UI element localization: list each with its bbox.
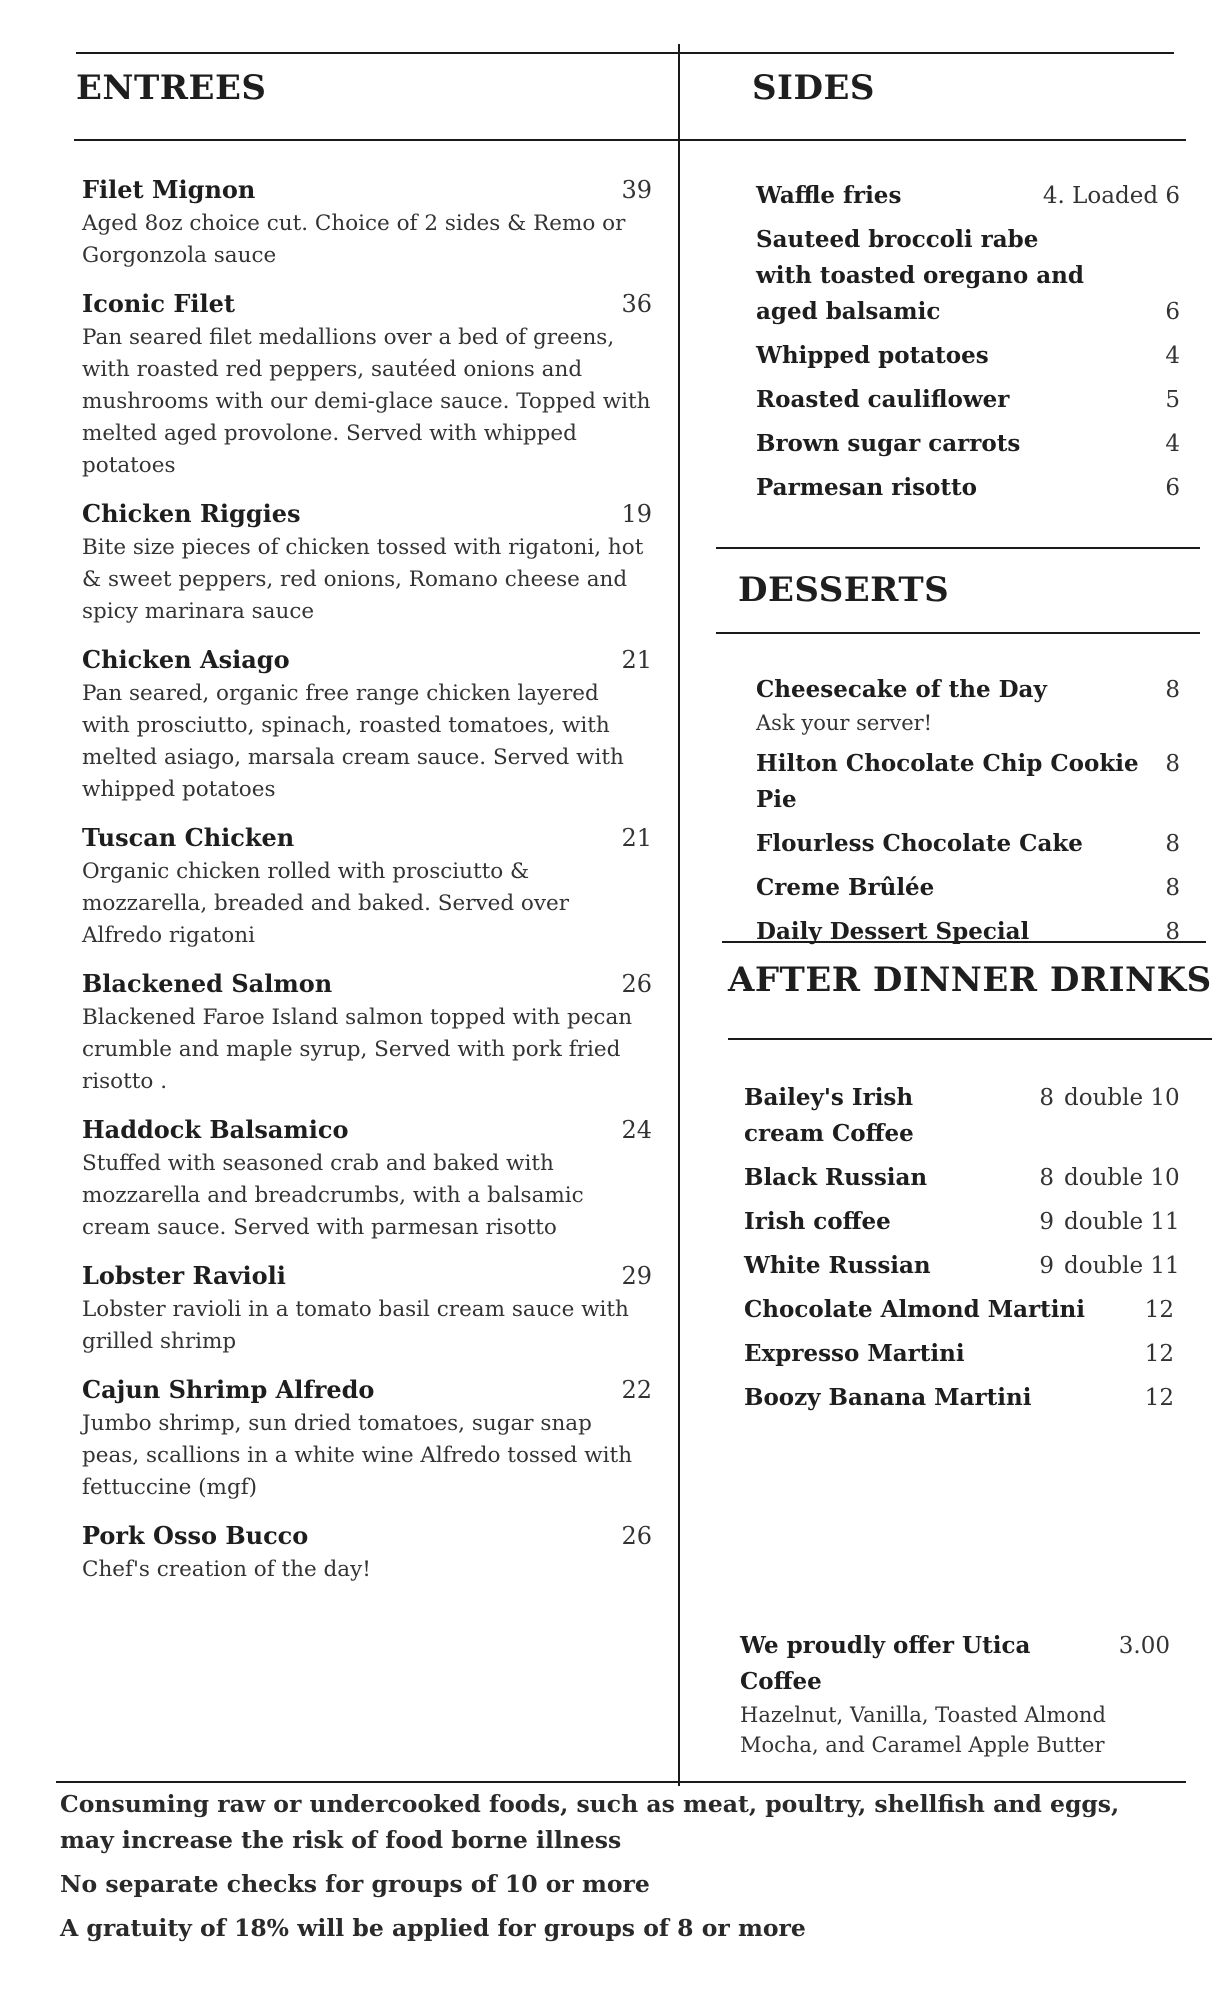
item-price: 39 [621, 176, 652, 204]
list-item [756, 672, 1180, 738]
list-item [82, 642, 652, 806]
list-item [744, 1204, 1180, 1240]
desserts-heading-rule [716, 632, 1200, 634]
list-item [744, 1336, 1174, 1372]
desserts-heading: DESSERTS [738, 570, 950, 610]
item-name: Iconic Filet [82, 289, 236, 318]
top-rule [76, 52, 1174, 54]
list-item [756, 222, 1180, 330]
item-name: Waffle fries [756, 182, 902, 209]
item-name: Hilton Chocolate Chip Cookie Pie [756, 750, 1139, 813]
footer-notes [60, 1786, 1160, 1954]
list-item [82, 1372, 652, 1504]
item-price: 8 [1039, 1165, 1054, 1191]
item-name: White Russian [744, 1252, 931, 1279]
item-name: Blackened Salmon [82, 969, 333, 998]
item-name: Daily Dessert Special [756, 918, 1030, 945]
item-name: Chicken Riggies [82, 499, 301, 528]
item-name: Expresso Martini [744, 1340, 965, 1367]
item-price: 26 [621, 1522, 652, 1550]
item-name: Whipped potatoes [756, 342, 989, 369]
list-item [82, 172, 652, 272]
list-item [82, 1518, 652, 1586]
item-price: 8 [1165, 875, 1180, 901]
footer-line: No separate checks for groups of 10 or more [60, 1870, 650, 1898]
item-price: 9 [1039, 1209, 1054, 1235]
item-double-price: double 10 [1064, 1085, 1180, 1111]
list-item [744, 1248, 1180, 1284]
item-price: 6 [1165, 299, 1180, 325]
item-name: Roasted cauliflower [756, 386, 1010, 413]
list-item [82, 1258, 652, 1358]
item-price: 4 [1165, 343, 1180, 369]
item-name: Chicken Asiago [82, 645, 290, 674]
footer-rule [56, 1781, 1186, 1783]
item-price: 29 [621, 1262, 652, 1290]
list-item [756, 178, 1180, 214]
footer-line: A gratuity of 18% will be applied for groups of 8 or more [60, 1914, 806, 1942]
list-item [756, 914, 1180, 950]
item-description: Ask your server! [756, 711, 933, 735]
coffee-price: 3.00 [1118, 1633, 1170, 1659]
coffee-name: We proudly offer Utica Coffee [740, 1632, 1031, 1695]
list-item [744, 1080, 1180, 1152]
item-price: 4. Loaded 6 [1042, 183, 1180, 209]
drinks-list [744, 1080, 1180, 1424]
item-description: Jumbo shrimp, sun dried tomatoes, sugar snap peas, scallions in a white wine Alfredo tossed with fettuccine (mgf) [82, 1411, 633, 1500]
list-item [744, 1380, 1174, 1416]
item-name: Tuscan Chicken [82, 823, 295, 852]
item-name: Cheesecake of the Day [756, 676, 1047, 703]
item-price: 4 [1165, 431, 1180, 457]
list-item [744, 1160, 1180, 1196]
list-item [744, 1292, 1174, 1328]
desserts-top-rule [716, 547, 1200, 549]
list-item [756, 338, 1180, 374]
item-double-price: double 11 [1064, 1253, 1180, 1279]
item-price: 8 [1165, 831, 1180, 857]
item-name: Parmesan risotto [756, 474, 977, 501]
item-price: 6 [1165, 475, 1180, 501]
sides-heading-rule [680, 139, 1186, 141]
item-name: Boozy Banana Martini [744, 1384, 1032, 1411]
item-price: 8 [1165, 751, 1180, 777]
list-item [82, 1112, 652, 1244]
list-item [82, 966, 652, 1098]
drinks-heading: AFTER DINNER DRINKS [728, 960, 1212, 1000]
item-price: 12 [1144, 1297, 1174, 1323]
item-description: Pan seared, organic free range chicken layered with prosciutto, spinach, roasted tomatoes, with melted asiago, marsala cream sauce. Served with whipped potatoes [82, 681, 624, 802]
item-description: Bite size pieces of chicken tossed with rigatoni, hot & sweet peppers, red onions, Romano cheese and spicy marinara sauce [82, 535, 644, 624]
coffee-note [740, 1628, 1170, 1760]
item-name: Sauteed broccoli rabe with toasted oregano and aged balsamic [756, 226, 1084, 325]
item-double-price: double 10 [1064, 1165, 1180, 1191]
item-name: Pork Osso Bucco [82, 1521, 309, 1550]
item-price: 8 [1165, 677, 1180, 703]
item-name: Chocolate Almond Martini [744, 1296, 1085, 1323]
item-price: 21 [621, 646, 652, 674]
sides-heading: SIDES [752, 68, 875, 108]
item-price: 5 [1165, 387, 1180, 413]
item-price: 12 [1144, 1341, 1174, 1367]
item-description: Blackened Faroe Island salmon topped with pecan crumble and maple syrup, Served with pork fried risotto . [82, 1005, 633, 1094]
item-price: 26 [621, 970, 652, 998]
item-price: 24 [621, 1116, 652, 1144]
item-name: Flourless Chocolate Cake [756, 830, 1083, 857]
item-price: 9 [1039, 1253, 1054, 1279]
item-name: Filet Mignon [82, 175, 256, 204]
item-description: Lobster ravioli in a tomato basil cream sauce with grilled shrimp [82, 1297, 629, 1354]
sides-list [756, 178, 1180, 514]
entrees-list [82, 172, 652, 1600]
item-name: Haddock Balsamico [82, 1115, 349, 1144]
list-item [756, 426, 1180, 462]
item-name: Bailey's Irish cream Coffee [744, 1084, 914, 1147]
item-description: Stuffed with seasoned crab and baked with mozzarella and breadcrumbs, with a balsamic cream sauce. Served with parmesan risotto [82, 1151, 584, 1240]
item-price: 22 [621, 1376, 652, 1404]
list-item [756, 826, 1180, 862]
item-price: 8 [1165, 919, 1180, 945]
list-item [756, 870, 1180, 906]
item-description: Pan seared filet medallions over a bed of greens, with roasted red peppers, sautéed onions and mushrooms with our demi-glace sauce. Topped with melted aged provolone. Served with whipped potatoes [82, 325, 651, 478]
list-item [756, 470, 1180, 506]
item-name: Cajun Shrimp Alfredo [82, 1375, 375, 1404]
item-price: 8 [1039, 1085, 1054, 1111]
list-item [82, 820, 652, 952]
coffee-flavors: Hazelnut, Vanilla, Toasted Almond Mocha, and Caramel Apple Butter [740, 1703, 1106, 1757]
list-item [82, 286, 652, 482]
item-name: Lobster Ravioli [82, 1261, 286, 1290]
item-name: Black Russian [744, 1164, 928, 1191]
item-name: Creme Brûlée [756, 874, 935, 901]
item-price: 19 [621, 500, 652, 528]
entrees-heading: ENTREES [76, 68, 267, 108]
list-item [756, 382, 1180, 418]
item-price: 36 [621, 290, 652, 318]
entrees-heading-rule [74, 139, 678, 141]
list-item [756, 746, 1180, 818]
item-price: 21 [621, 824, 652, 852]
item-name: Irish coffee [744, 1208, 891, 1235]
item-name: Brown sugar carrots [756, 430, 1021, 457]
drinks-heading-rule [728, 1038, 1212, 1040]
item-description: Organic chicken rolled with prosciutto & mozzarella, breaded and baked. Served over Alfredo rigatoni [82, 859, 570, 948]
item-double-price: double 11 [1064, 1209, 1180, 1235]
center-divider [678, 44, 680, 1786]
item-description: Aged 8oz choice cut. Choice of 2 sides & Remo or Gorgonzola sauce [82, 211, 626, 268]
item-description: Chef's creation of the day! [82, 1557, 371, 1582]
desserts-list [756, 672, 1180, 958]
footer-line: Consuming raw or undercooked foods, such as meat, poultry, shellfish and eggs, may increase the risk of food borne illness [60, 1790, 1120, 1854]
item-price: 12 [1144, 1385, 1174, 1411]
list-item [82, 496, 652, 628]
